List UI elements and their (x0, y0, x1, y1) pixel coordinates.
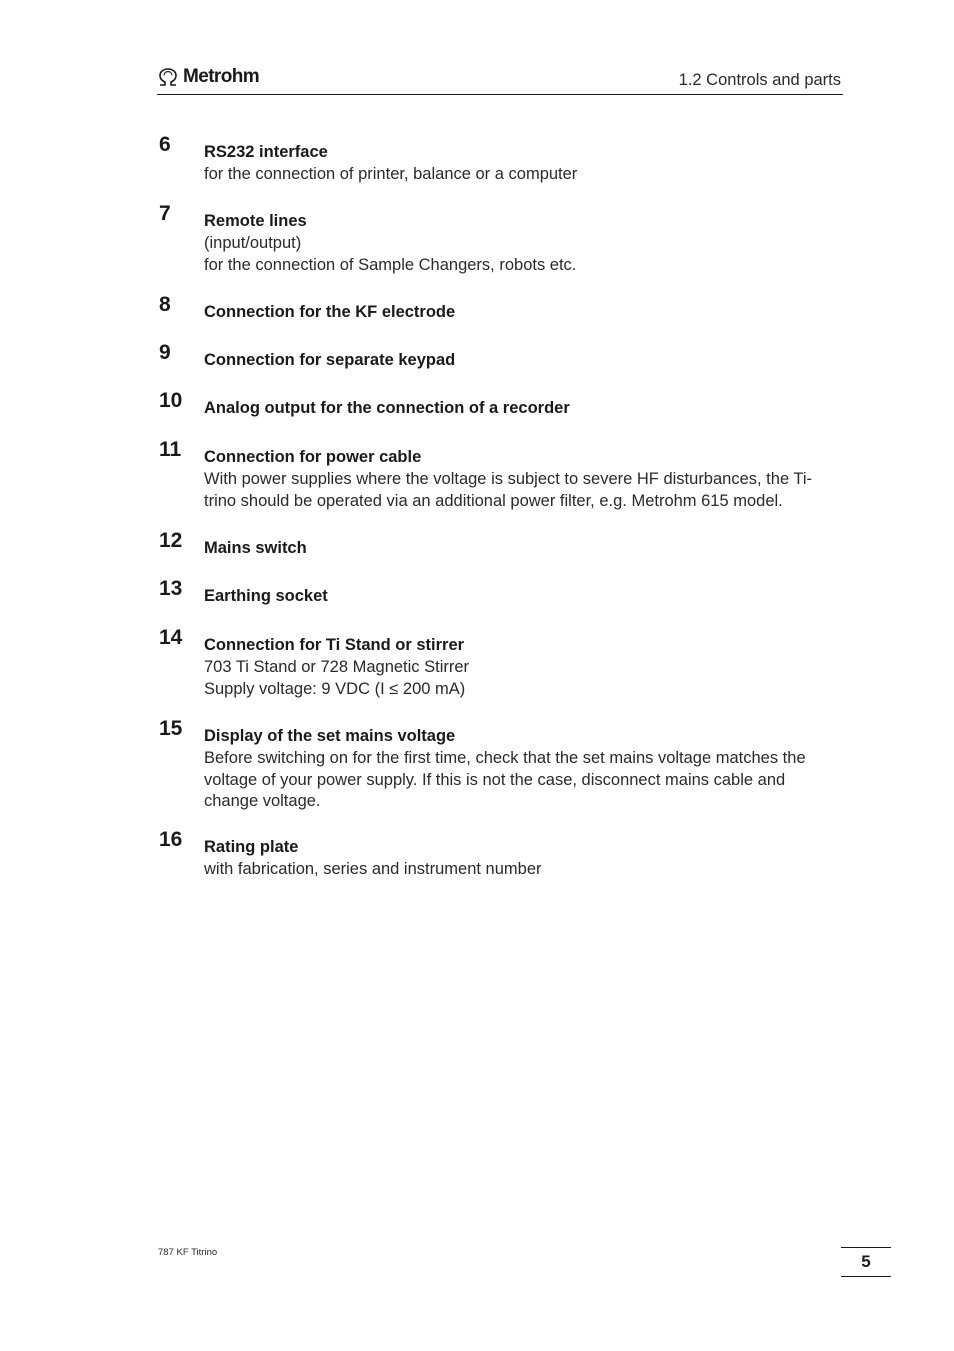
description-line: trino should be operated via an additional power filter, e.g. Metrohm 615 model. (204, 491, 783, 510)
item-number: 13 (159, 577, 183, 600)
item-number: 9 (159, 341, 171, 364)
item-title: RS232 interface (204, 143, 328, 161)
item-title: Connection for separate keypad (204, 351, 456, 369)
item-number: 16 (159, 828, 183, 851)
description-line: Supply voltage: 9 VDC (I ≤ 200 mA) (204, 679, 466, 698)
item-number: 15 (159, 717, 183, 740)
item-number: 12 (159, 529, 183, 552)
item-description (204, 657, 844, 700)
item-number: 7 (159, 202, 171, 225)
item-description (204, 233, 844, 276)
item-description (204, 469, 844, 512)
item-number: 6 (159, 133, 171, 156)
footer-product: 787 KF Titrino (158, 1247, 218, 1258)
page-header (157, 64, 843, 95)
description-line: for the connection of Sample Changers, robots etc. (204, 255, 577, 274)
item-number: 14 (159, 626, 183, 649)
description-line: with fabrication, series and instrument number (204, 860, 542, 878)
item-title: Display of the set mains voltage (204, 727, 456, 745)
item-number: 11 (159, 438, 182, 461)
item-description (204, 748, 844, 813)
item-number: 10 (159, 389, 183, 412)
item-title: Earthing socket (204, 587, 328, 605)
description-line: 703 Ti Stand or 728 Magnetic Stirrer (204, 658, 470, 676)
item-title: Remote lines (204, 212, 307, 230)
description-line: for the connection of printer, balance or a computer (204, 165, 578, 183)
description-line: With power supplies where the voltage is subject to severe HF disturbances, the Ti- (204, 470, 813, 488)
description-line: Before switching on for the first time, check that the set mains voltage matches the (204, 749, 806, 767)
page-number: 5 (861, 1252, 871, 1271)
brand-name: Metrohm (183, 66, 260, 87)
item-description (204, 164, 844, 186)
description-line: voltage of your power supply. If this is not the case, disconnect mains cable and (204, 770, 786, 789)
item-title: Mains switch (204, 539, 307, 557)
brand-logo (157, 66, 259, 88)
item-description (204, 859, 844, 881)
metrohm-omega-icon (157, 66, 179, 88)
item-title: Connection for Ti Stand or stirrer (204, 636, 465, 654)
description-line: (input/output) (204, 234, 302, 252)
item-title: Connection for power cable (204, 448, 422, 466)
item-title: Rating plate (204, 838, 299, 856)
item-number: 8 (159, 293, 171, 316)
item-title: Analog output for the connection of a recorder (204, 399, 570, 417)
page-number-box (841, 1247, 891, 1277)
section-title: 1.2 Controls and parts (678, 71, 841, 89)
description-line: change voltage. (204, 792, 321, 811)
item-title: Connection for the KF electrode (204, 303, 456, 321)
